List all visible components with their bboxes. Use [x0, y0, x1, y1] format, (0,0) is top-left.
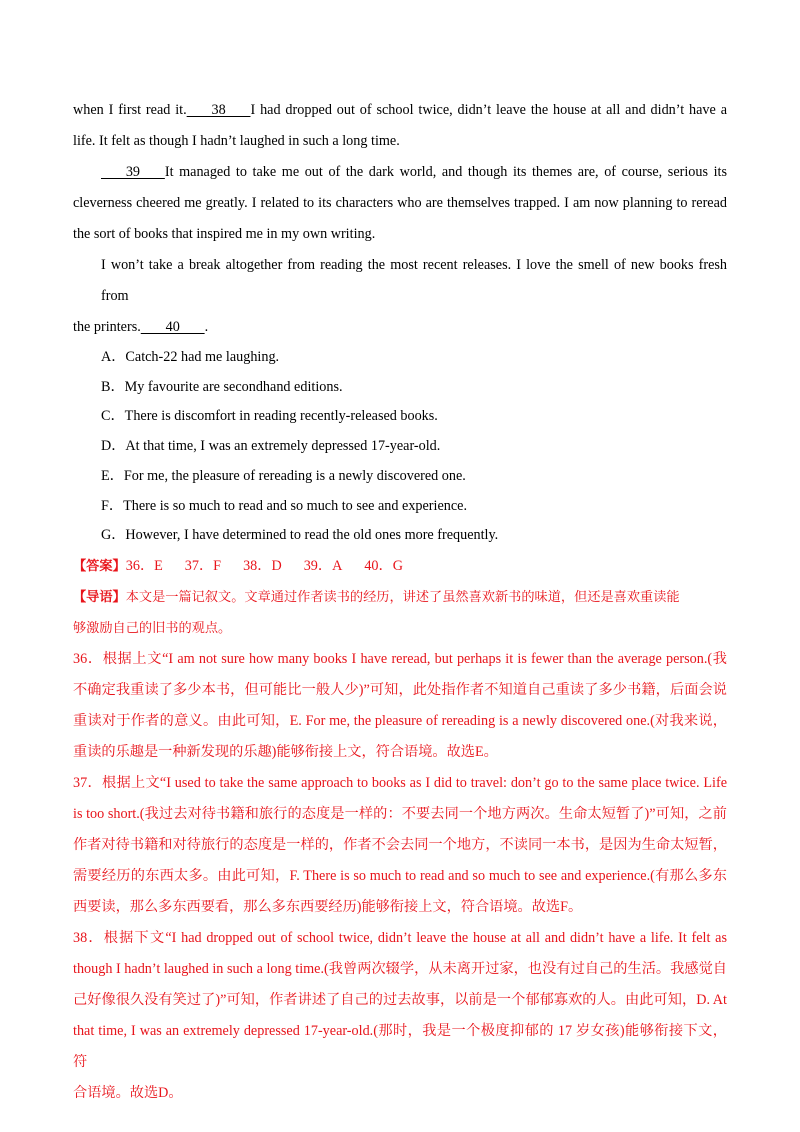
answer-row — [73, 551, 727, 582]
explanation-line: 西要读，那么多东西要看，那么多东西要经历)能够衔接上文，符合语境。故选F。 — [73, 898, 583, 915]
option-a: A．Catch-22 had me laughing. — [101, 349, 280, 365]
answer-item: 37．F — [184, 557, 222, 574]
blank-40: 40 — [140, 319, 205, 335]
passage-line: I won’t take a break altogether from reading the most recent releases. I love the smell of new books fresh from — [101, 257, 727, 304]
explanation-line: 合语境。故选D。 — [73, 1084, 183, 1101]
explanation-37 — [73, 768, 727, 923]
answer-label: 【答案】 — [73, 558, 126, 574]
explanation-line: though I hadn’t laughed in such a long time.(我曾两次辍学，从未离开过家，也没有过自己的生活。我感觉自 — [73, 960, 727, 977]
explanation-line: 重读的乐趣是一种新发现的乐趣)能够衔接上文，符合语境。故选E。 — [73, 743, 498, 760]
passage-line: the printers. 40 . — [73, 312, 727, 343]
explanation-line: 36．根据上文“I am not sure how many books I have reread, but perhaps it is fewer than the average person.(我 — [73, 650, 727, 667]
option-c: C．There is discomfort in reading recently-released books. — [101, 408, 438, 425]
options-list — [73, 343, 727, 551]
explanation-line: 需要经历的东西太多。由此可知，F. There is so much to read and so much to see and experience.(有那么多东 — [73, 867, 727, 884]
explanation-line: 不确定我重读了多少本书，但可能比一般人少)”可知，此处指作者不知道自己重读了多少书籍，后面会说 — [73, 681, 727, 698]
guide-label: 【导语】 — [73, 589, 126, 605]
guide-line: 够激励自己的旧书的观点。 — [73, 620, 232, 636]
passage-line: when I first read it. 38 I had dropped out of school twice, didn’t leave the house at all and didn’t have a — [73, 95, 727, 126]
blank-39: 39 — [101, 164, 165, 180]
explanation-line: 37．根据上文“I used to take the same approach to books as I did to travel: don’t go to the same place twice. Life — [73, 774, 727, 791]
document-page — [73, 95, 727, 1109]
passage-line: the sort of books that inspired me in my own writing. — [73, 226, 376, 242]
blank-38: 38 — [186, 102, 251, 118]
answer-item: 39．A — [303, 557, 343, 574]
passage-line: 39 It managed to take me out of the dark world, and though its themes are, of course, serious its — [73, 157, 727, 188]
answer-item: 36．E — [125, 557, 163, 574]
explanation-36 — [73, 644, 727, 768]
option-b: B．My favourite are secondhand editions. — [101, 378, 343, 395]
explanation-line: is too short.(我过去对待书籍和旅行的态度是一样的：不要去同一个地方两次。生命太短暂了)”可知，之前 — [73, 805, 727, 822]
explanation-line: 38．根据下文“I had dropped out of school twice, didn’t leave the house at all and didn’t have a life. It felt as — [73, 929, 727, 946]
explanation-line: 己好像很久没有笑过了)”可知，作者讲述了自己的过去故事，以前是一个郁郁寡欢的人。由此可知，D. At — [73, 991, 727, 1008]
answer-item: 40．G — [364, 557, 403, 574]
answer-item: 38．D — [243, 557, 282, 574]
explanation-line: that time, I was an extremely depressed 17-year-old.(那时，我是一个极度抑郁的 17 岁女孩)能够衔接下文，符 — [73, 1022, 727, 1070]
option-f: F．There is so much to read and so much to see and experience. — [101, 497, 468, 514]
explanation-38 — [73, 923, 727, 1109]
option-d: D．At that time, I was an extremely depressed 17-year-old. — [101, 438, 441, 455]
explanation-line: 作者对待书籍和对待旅行的态度是一样的，作者不会去同一个地方，不读同一本书，是因为生命太短暂， — [73, 836, 727, 853]
option-g: G．However, I have determined to read the old ones more frequently. — [101, 527, 499, 544]
option-e: E．For me, the pleasure of rereading is a newly discovered one. — [101, 467, 466, 484]
guide-line: 【导语】本文是一篇记叙文。文章通过作者读书的经历，讲述了虽然喜欢新书的味道，但还是喜欢重读能 — [73, 589, 680, 605]
passage-line: life. It felt as though I hadn’t laughed in such a long time. — [73, 133, 400, 149]
explanation-line: 重读对于作者的意义。由此可知，E. For me, the pleasure of rereading is a newly discovered one.(对我来说， — [73, 712, 727, 729]
passage-line: cleverness cheered me greatly. I related to its characters who are themselves trapped. I am now planning to reread — [73, 195, 727, 211]
